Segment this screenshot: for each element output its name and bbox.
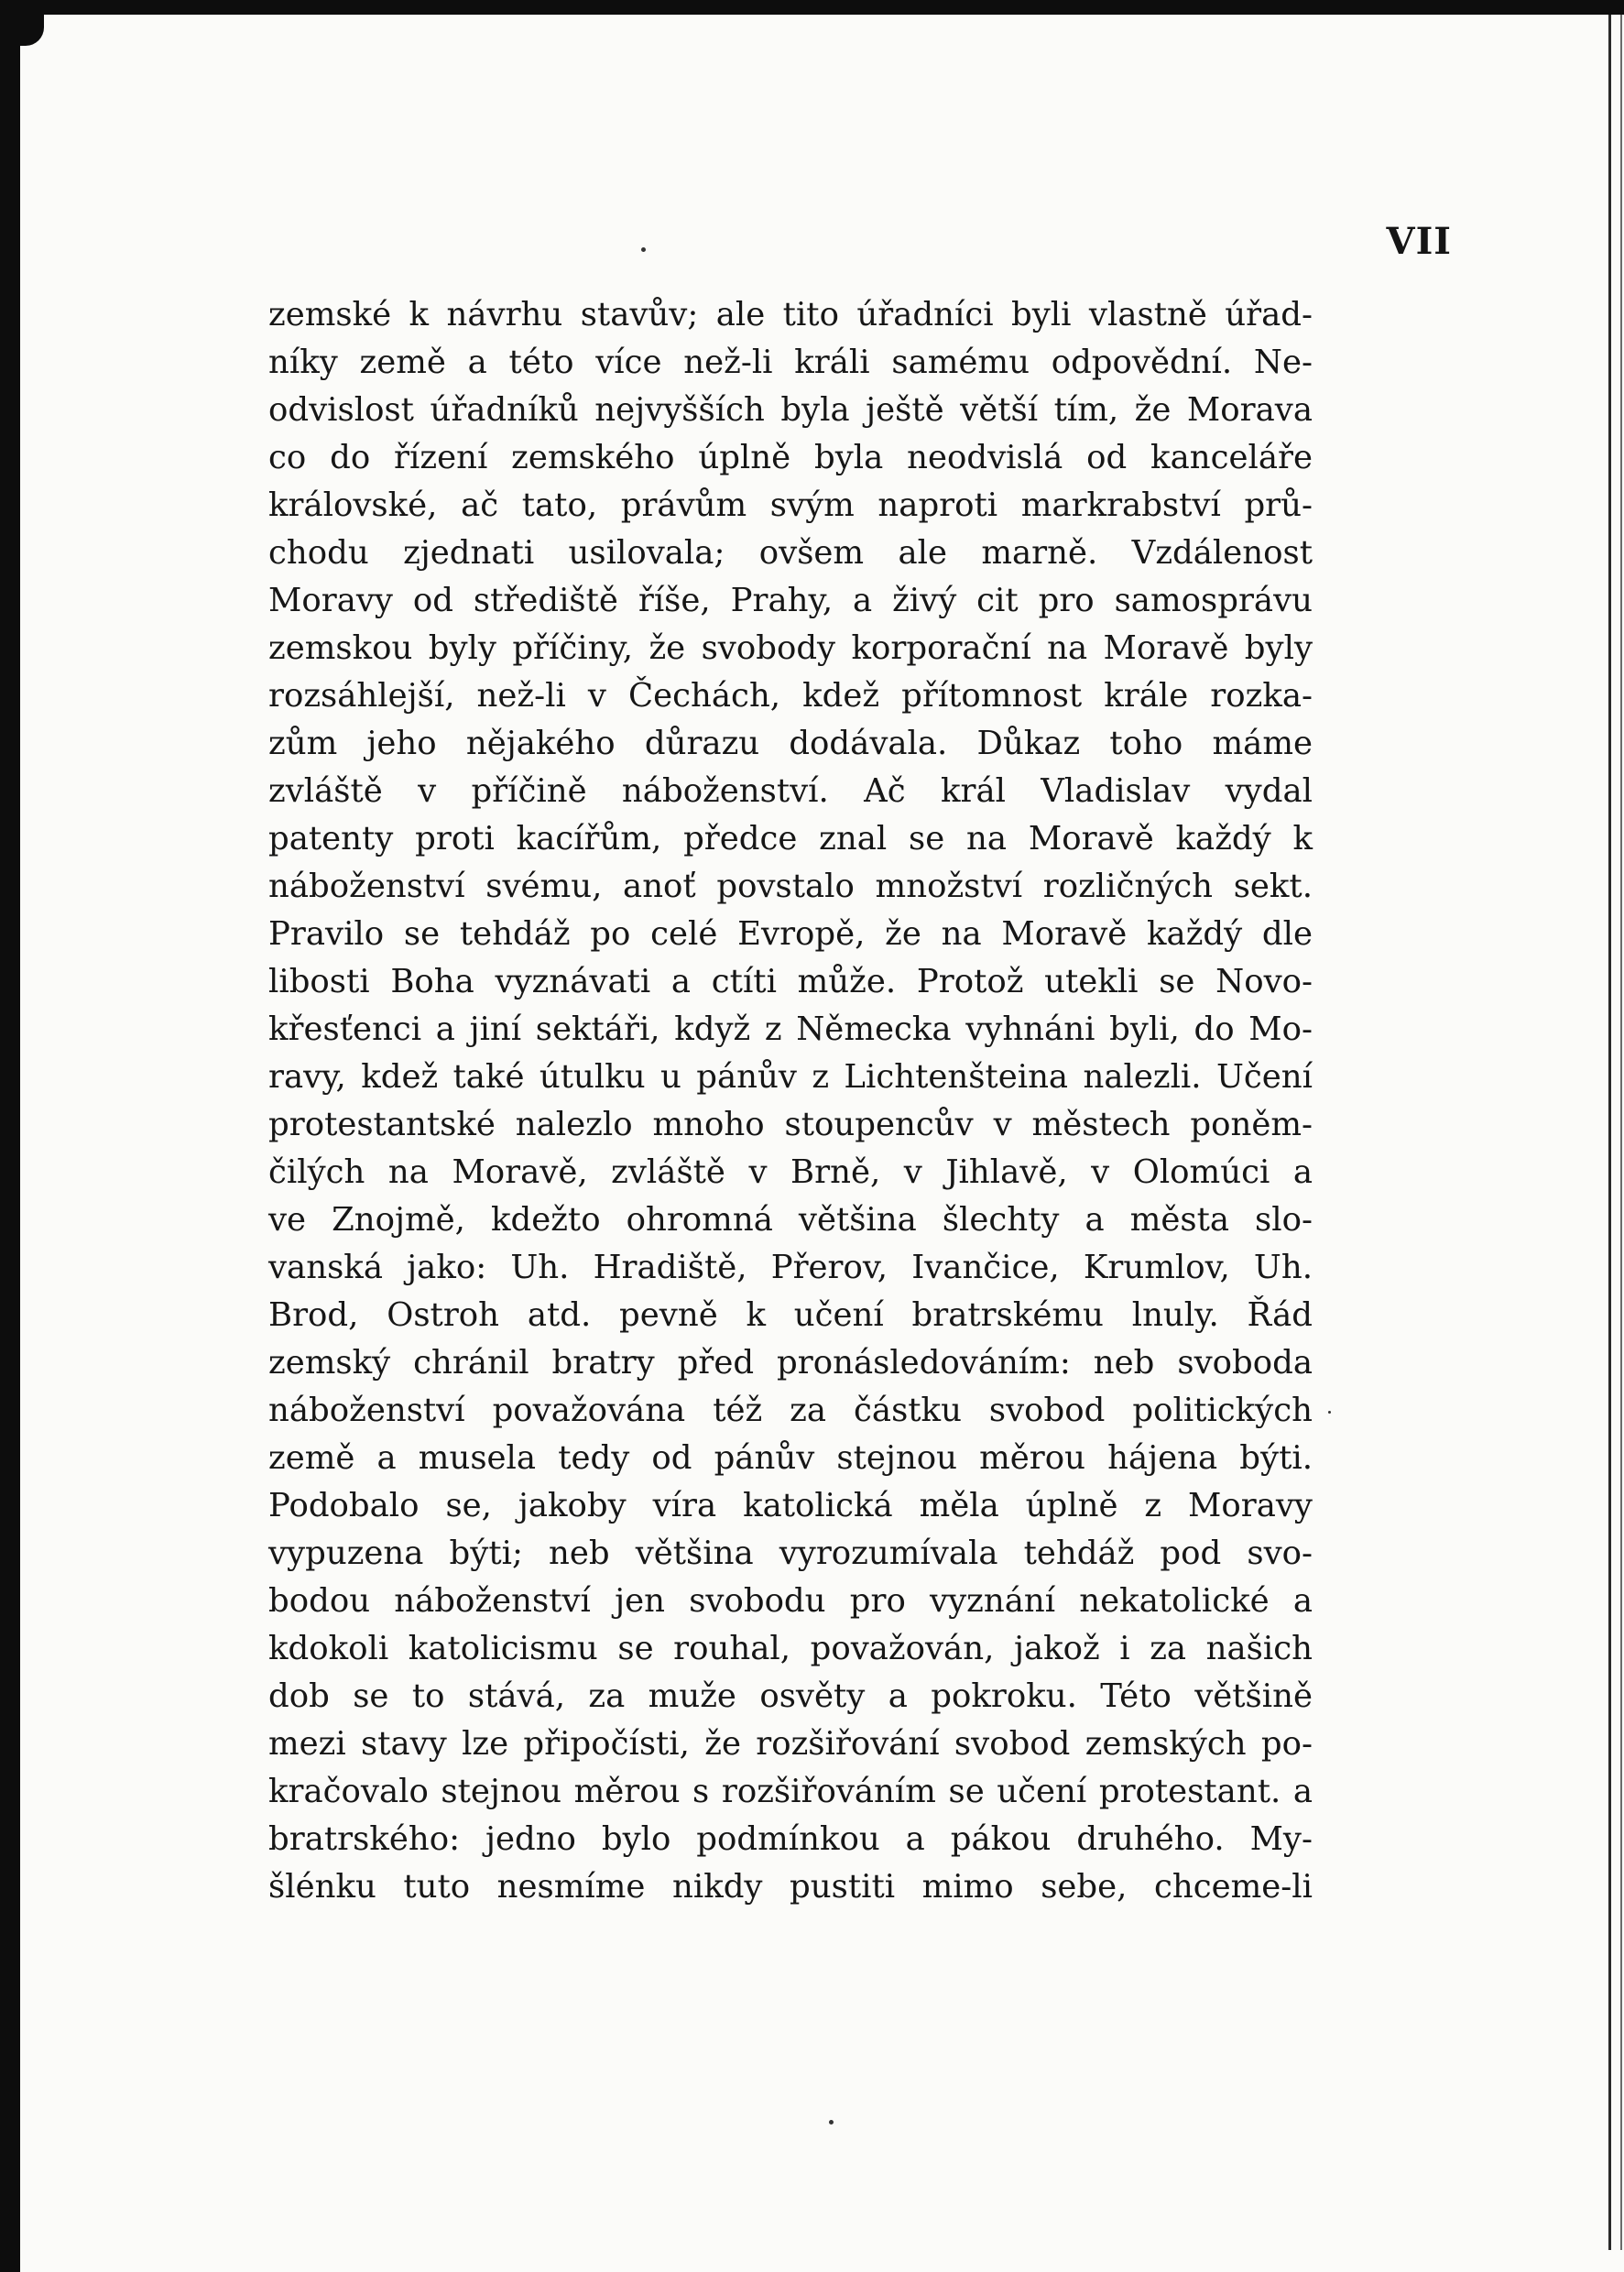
text-line: náboženství považována též za částku svobod politických: [268, 1392, 1313, 1429]
text-line: odvislost úřadníků nejvyšších byla ještě větší tím, že Morava: [268, 391, 1313, 429]
text-line: Brod, Ostroh atd. pevně k učení bratrskému lnuly. Řád: [268, 1296, 1313, 1334]
text-line: bratrského: jedno bylo podmínkou a pákou druhého. My-: [268, 1820, 1313, 1858]
text-line: protestantské nalezlo mnoho stoupencův v městech poněm-: [268, 1106, 1313, 1143]
text-line: libosti Boha vyznávati a ctíti může. Protož utekli se Novo-: [268, 963, 1313, 1000]
text-line: kračovalo stejnou měrou s rozšiřováním se učení protestant. a: [268, 1773, 1313, 1810]
text-line: zemský chránil bratry před pronásledováním: neb svoboda: [268, 1344, 1313, 1382]
text-line: ve Znojmě, kdežto ohromná většina šlechty a města slo-: [268, 1201, 1313, 1239]
body-text: [268, 291, 1313, 1911]
text-line: Pravilo se tehdáž po celé Evropě, že na Moravě každý dle: [268, 915, 1313, 953]
text-line: chodu zjednati usilovala; ovšem ale marně. Vzdálenost: [268, 534, 1313, 572]
text-line: ravy, kdež také útulku u pánův z Lichtenšteina nalezli. Učení: [268, 1058, 1313, 1096]
text-line: patenty proti kacířům, předce znal se na Moravě každý k: [268, 820, 1313, 857]
page-number: VII: [1386, 220, 1452, 263]
text-line: zům jeho nějakého důrazu dodávala. Důkaz toho máme: [268, 725, 1313, 762]
scan-speck: [829, 2120, 834, 2125]
text-line: bodou náboženství jen svobodu pro vyznání nekatolické a: [268, 1582, 1313, 1620]
text-line: země a musela tedy od pánův stejnou měrou hájena býti.: [268, 1439, 1313, 1477]
scan-speck: [1328, 1411, 1331, 1414]
text-line: královské, ač tato, právům svým naproti markrabství prů-: [268, 486, 1313, 524]
scan-border-right-outer: [1620, 15, 1622, 2250]
text-line: zemské k návrhu stavův; ale tito úřadníci byli vlastně úřad-: [268, 296, 1313, 333]
scan-border-top: [0, 0, 1624, 15]
scan-border-corner: [16, 9, 44, 46]
text-line: co do řízení zemského úplně byla neodvislá od kanceláře: [268, 439, 1313, 476]
scan-speck: [641, 247, 646, 252]
text-line: dob se to stává, za muže osvěty a pokroku. Této většině: [268, 1677, 1313, 1715]
scan-border-right: [1608, 15, 1611, 2250]
text-line: Moravy od střediště říše, Prahy, a živý cit pro samosprávu: [268, 582, 1313, 619]
text-line: níky země a této více než-li králi samému odpovědní. Ne-: [268, 344, 1313, 381]
text-line: kdokoli katolicismu se rouhal, považován, jakož i za našich: [268, 1630, 1313, 1667]
text-line: zvláště v příčině náboženství. Ač král Vladislav vydal: [268, 772, 1313, 810]
text-line: rozsáhlejší, než-li v Čechách, kdež přítomnost krále rozka-: [268, 677, 1313, 715]
text-line: čilých na Moravě, zvláště v Brně, v Jihlavě, v Olomúci a: [268, 1153, 1313, 1191]
text-line: zemskou byly příčiny, že svobody korporační na Moravě byly: [268, 629, 1313, 667]
scan-border-left: [0, 0, 20, 2272]
text-line: vypuzena býti; neb většina vyrozumívala tehdáž pod svo-: [268, 1535, 1313, 1572]
text-line: náboženství svému, anoť povstalo množství rozličných sekt.: [268, 868, 1313, 905]
text-line: Podobalo se, jakoby víra katolická měla úplně z Moravy: [268, 1487, 1313, 1524]
text-line: vanská jako: Uh. Hradiště, Přerov, Ivančice, Krumlov, Uh.: [268, 1249, 1313, 1286]
text-line: mezi stavy lze připočísti, že rozšiřování svobod zemských po-: [268, 1725, 1313, 1763]
text-line: šlénku tuto nesmíme nikdy pustiti mimo sebe, chceme-li: [268, 1868, 1313, 1906]
text-line: křesťenci a jiní sektáři, když z Německa vyhnáni byli, do Mo-: [268, 1010, 1313, 1048]
